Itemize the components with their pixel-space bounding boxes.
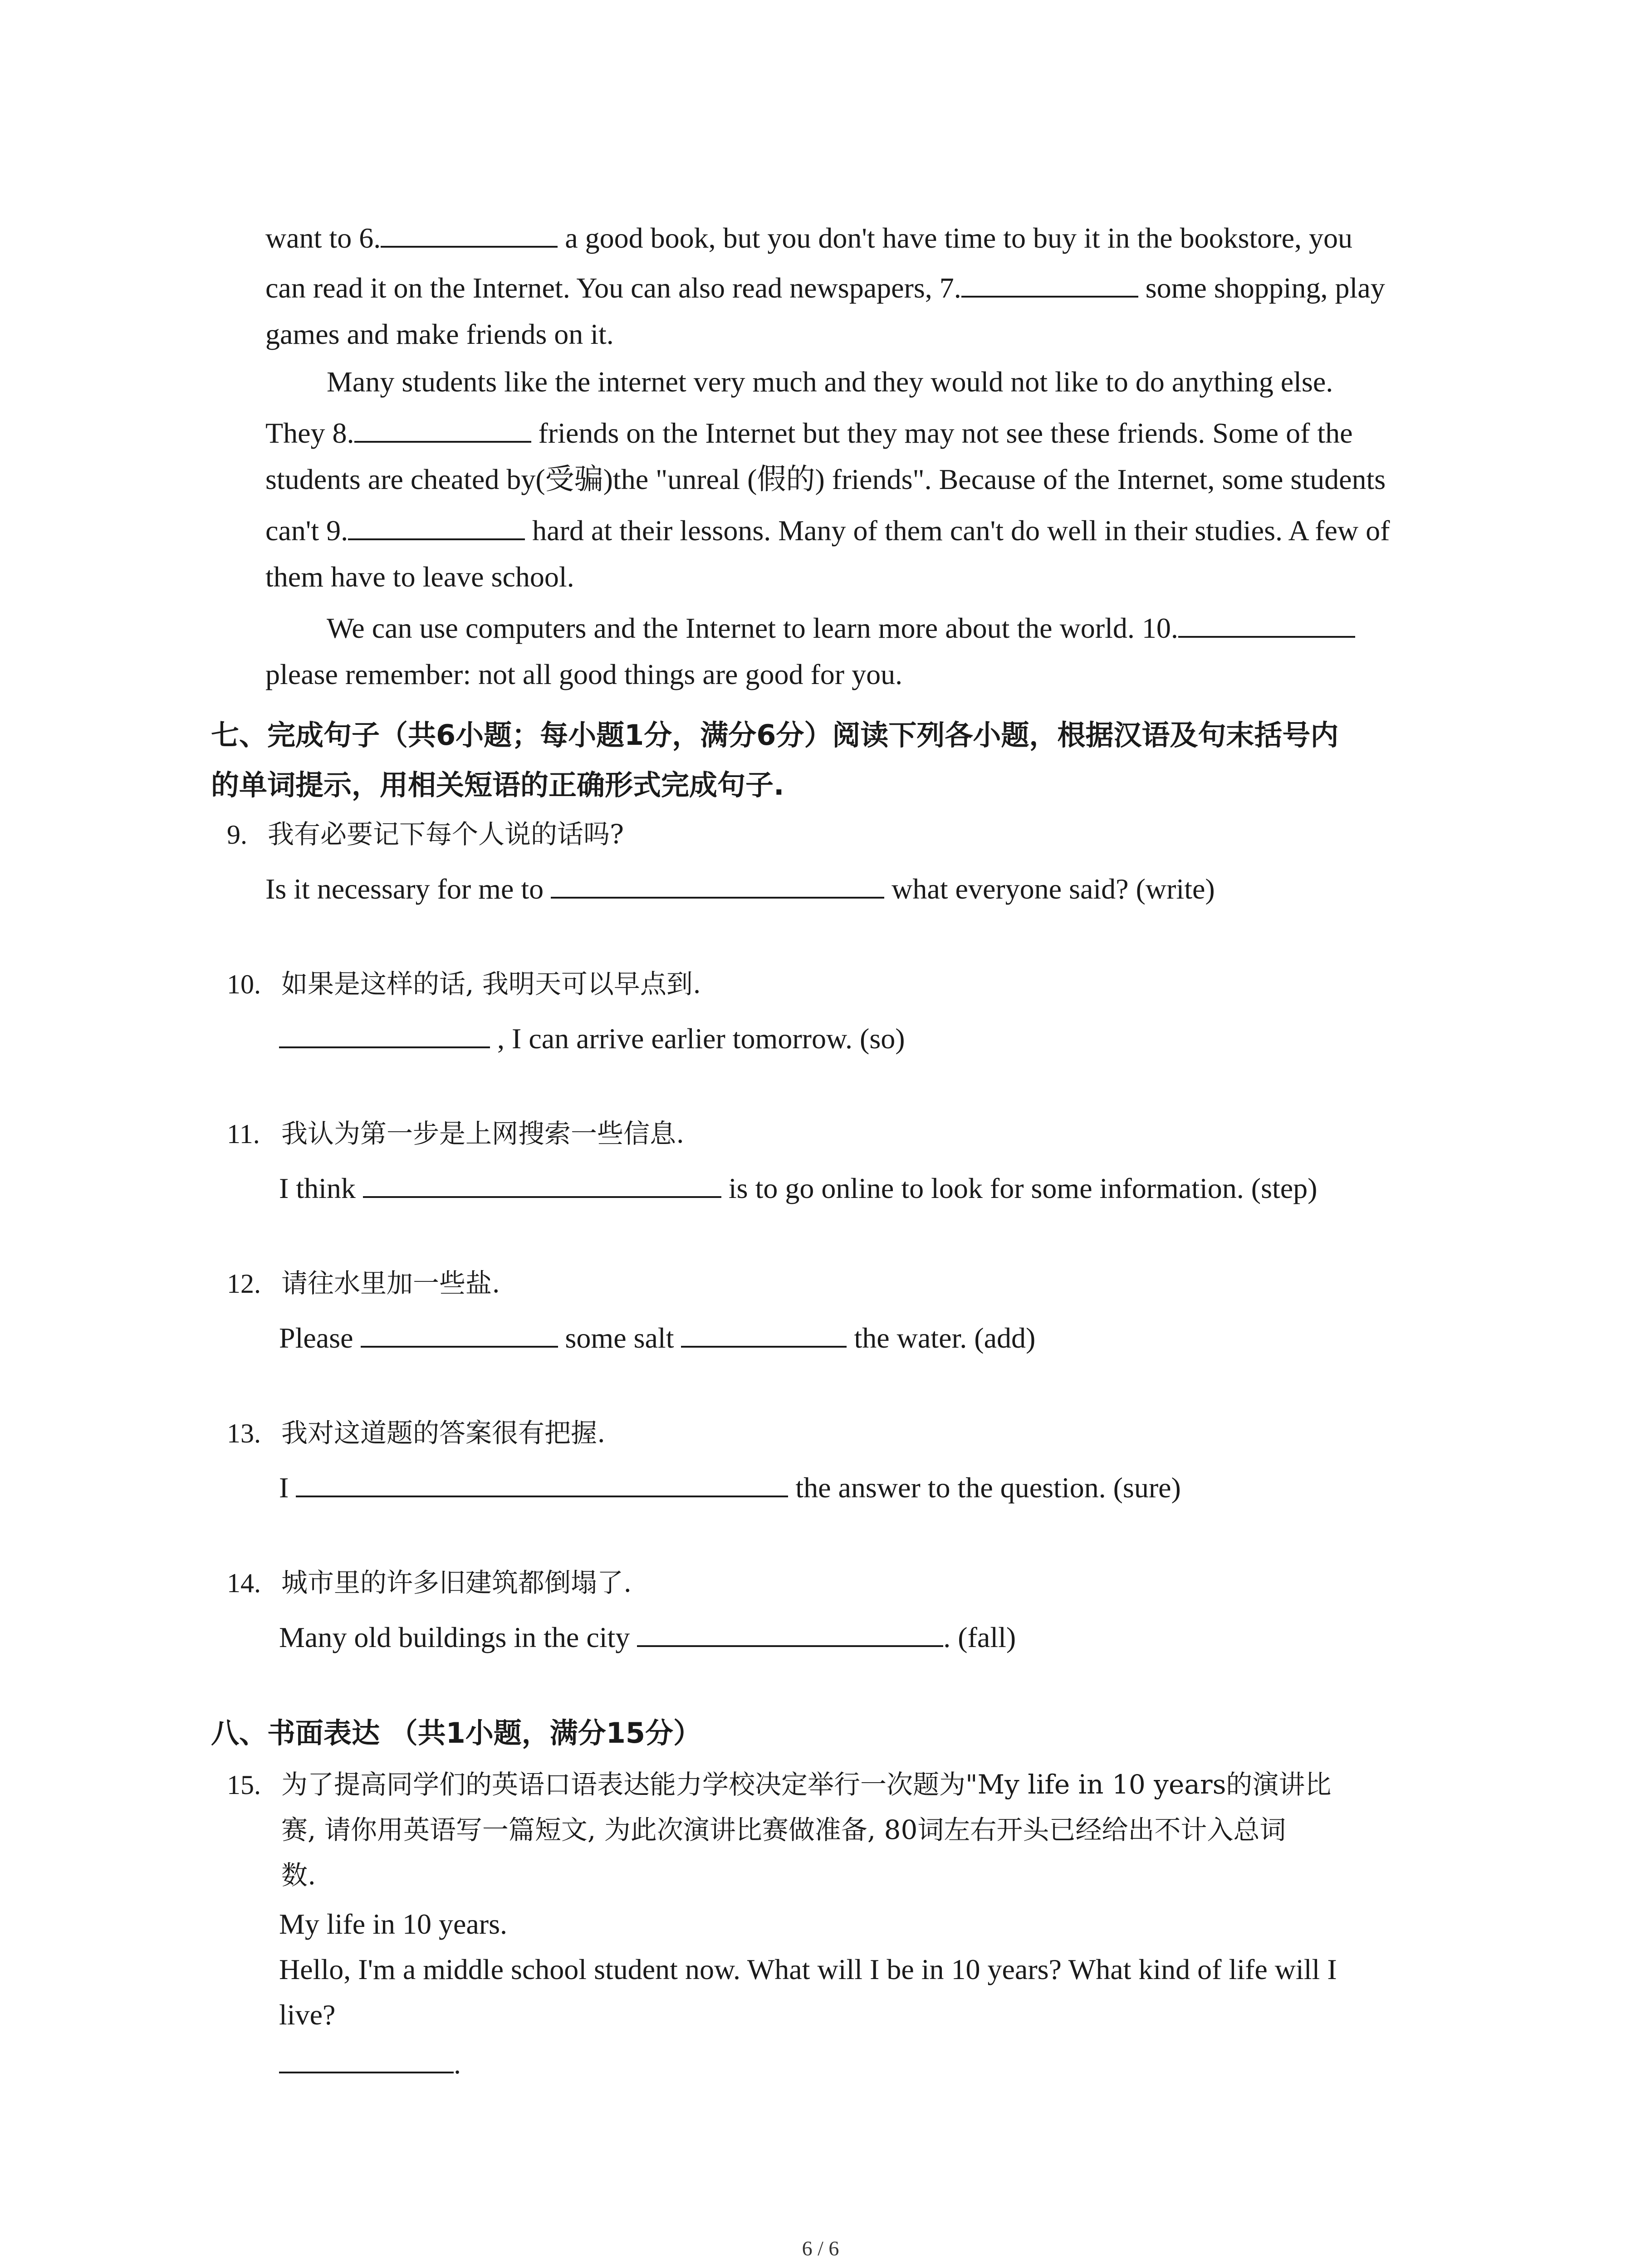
essay-blank[interactable] <box>279 2048 454 2073</box>
question-number: 13. <box>227 1418 261 1448</box>
question-text: I <box>279 1471 296 1504</box>
section-heading: 的单词提示，用相关短语的正确形式完成句子. <box>211 768 784 802</box>
blank-10[interactable] <box>1178 612 1355 638</box>
passage-line: them have to leave school. <box>265 561 574 593</box>
question-answer-line <box>279 1622 1016 1652</box>
essay-prompt: 赛, 请你用英语写一篇短文, 为此次演讲比赛做准备, 80词左右开头已经给出不计入总词 <box>281 1814 1286 1845</box>
passage-line <box>327 612 1355 643</box>
passage-text: want to 6. <box>265 222 381 254</box>
passage-text: hard at their lessons. Many of them can't do well in their studies. A few of <box>525 514 1390 547</box>
question-number: 9. <box>227 820 247 850</box>
passage-line <box>265 272 1385 303</box>
question-chinese: 我认为第一步是上网搜索一些信息. <box>281 1118 685 1149</box>
question-text: is to go online to look for some information. (step) <box>721 1172 1318 1204</box>
question-chinese: 城市里的许多旧建筑都倒塌了. <box>281 1567 632 1598</box>
question-number: 10. <box>227 969 261 999</box>
question-answer-line <box>279 1472 1181 1502</box>
question-text: Is it necessary for me to <box>265 873 551 905</box>
question-text: , I can arrive earlier tomorrow. (so) <box>490 1022 905 1055</box>
passage-text: can't 9. <box>265 514 348 547</box>
question-chinese: 请往水里加一些盐. <box>281 1268 500 1299</box>
essay-prompt: 数. <box>281 1860 316 1891</box>
question-chinese: 我对这道题的答案很有把握. <box>281 1418 606 1448</box>
blank-7[interactable] <box>961 272 1138 298</box>
passage-text: We can use computers and the Internet to learn more about the world. 10. <box>327 612 1178 644</box>
passage-text: friends on the Internet but they may not see these friends. Some of the <box>531 417 1353 449</box>
question-number: 12. <box>227 1269 261 1299</box>
essay-title: My life in 10 years. <box>279 1908 507 1940</box>
blank-8[interactable] <box>354 417 531 443</box>
question-text: what everyone said? (write) <box>884 873 1215 905</box>
passage-text: some shopping, play <box>1138 272 1385 304</box>
passage-text: can read it on the Internet. You can also read newspapers, 7. <box>265 272 961 304</box>
question-answer-line <box>279 1322 1035 1353</box>
question-text: some salt <box>558 1322 681 1354</box>
passage-line: please remember: not all good things are good for you. <box>265 658 903 690</box>
passage-text: They 8. <box>265 417 354 449</box>
essay-body: live? <box>279 1999 336 2031</box>
question-text: the answer to the question. (sure) <box>788 1471 1181 1504</box>
question-text: Many old buildings in the city <box>279 1621 637 1653</box>
passage-line: games and make friends on it. <box>265 318 614 350</box>
question-text: . (fall) <box>943 1621 1016 1653</box>
essay-answer-line <box>279 2048 461 2078</box>
blank-6[interactable] <box>381 222 558 248</box>
answer-blank[interactable] <box>363 1173 721 1198</box>
section-heading: 七、完成句子（共6小题；每小题1分，满分6分）阅读下列各小题，根据汉语及句末括号内 <box>211 719 1339 752</box>
essay-text: . <box>454 2048 461 2080</box>
blank-9[interactable] <box>348 515 525 540</box>
answer-blank[interactable] <box>551 873 884 899</box>
question-chinese: 如果是这样的话, 我明天可以早点到. <box>281 968 701 999</box>
passage-line <box>265 417 1353 448</box>
passage-line <box>265 222 1352 253</box>
essay-body: Hello, I'm a middle school student now. What will I be in 10 years? What kind of life will I <box>279 1953 1337 1985</box>
passage-line <box>265 515 1390 545</box>
answer-blank[interactable] <box>637 1622 943 1647</box>
question-text: the water. (add) <box>847 1322 1036 1354</box>
question-chinese: 我有必要记下每个人说的话吗? <box>268 819 624 850</box>
question-number: 14. <box>227 1568 261 1598</box>
answer-blank[interactable] <box>296 1472 788 1497</box>
question-answer-line <box>265 873 1215 904</box>
question-answer-line <box>279 1023 905 1053</box>
section-heading: 八、书面表达 （共1小题，满分15分） <box>211 1716 702 1750</box>
question-number: 15. <box>227 1770 261 1800</box>
passage-line: Many students like the internet very much and they would not like to do anything else. <box>327 366 1333 398</box>
answer-blank[interactable] <box>681 1322 847 1348</box>
question-answer-line <box>279 1173 1317 1203</box>
passage-text: a good book, but you don't have time to buy it in the bookstore, you <box>558 222 1352 254</box>
answer-blank[interactable] <box>279 1023 490 1048</box>
page-number: 6 / 6 <box>802 2237 839 2260</box>
essay-prompt: 为了提高同学们的英语口语表达能力学校决定举行一次题为"My life in 10 years的演讲比 <box>281 1769 1332 1800</box>
question-text: I think <box>279 1172 363 1204</box>
passage-line: students are cheated by(受骗)the "unreal (假的) friends". Because of the Internet, some students <box>265 463 1386 495</box>
question-text: Please <box>279 1322 361 1354</box>
answer-blank[interactable] <box>361 1322 558 1348</box>
question-number: 11. <box>227 1119 260 1149</box>
